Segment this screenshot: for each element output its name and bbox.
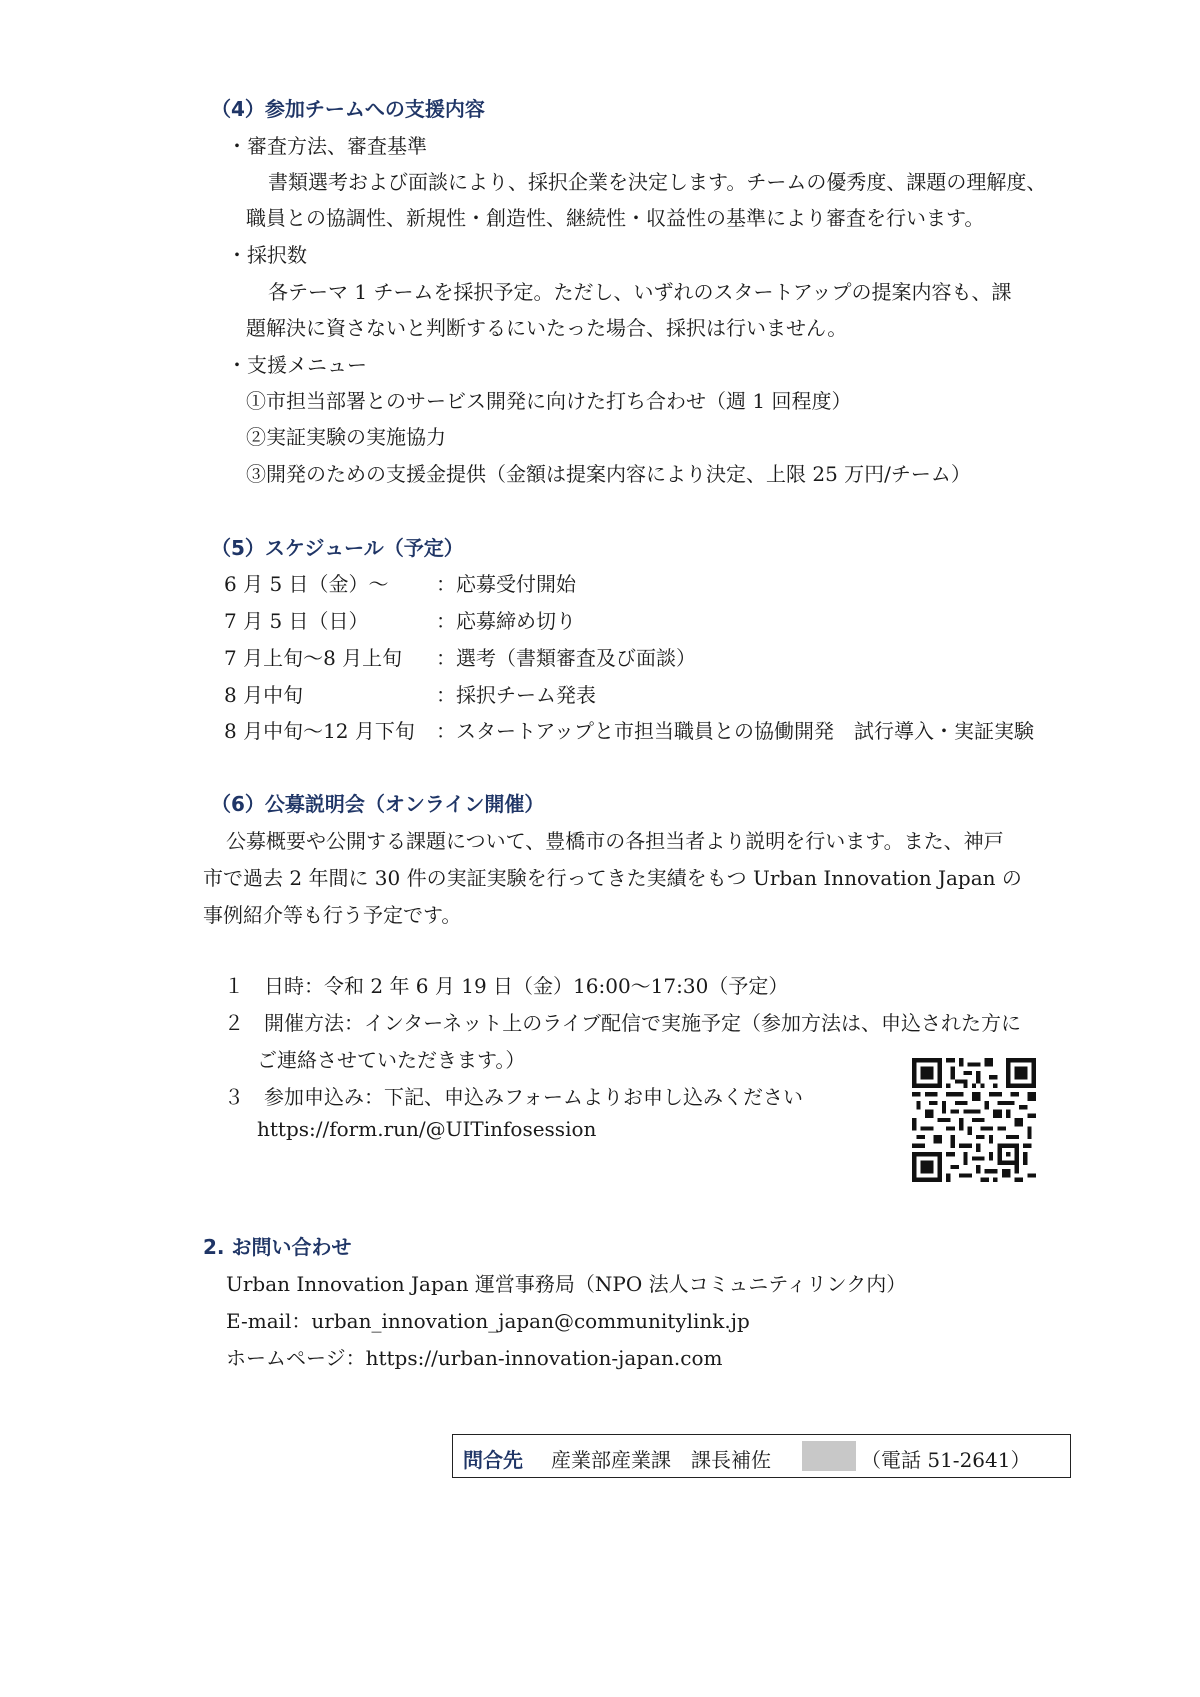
inquiry-box xyxy=(452,1434,1071,1478)
schedule-event: ：スタートアップと市担当職員との協働開発 試行導入・実証実験 xyxy=(436,719,1034,743)
briefing-method-line2: ご連絡させていただきます。） xyxy=(257,1048,526,1072)
section5-heading: （5）スケジュール（予定） xyxy=(211,536,464,560)
adoption-body-line1: 各テーマ 1 チームを採択予定。ただし、いずれのスタートアップの提案内容も、課 xyxy=(268,280,1012,304)
review-title: ・審査方法、審査基準 xyxy=(227,134,427,158)
menu-item: ②実証実験の実施協力 xyxy=(246,425,446,449)
briefing-method-line1: ２ 開催方法：インターネット上のライブ配信で実施予定（参加方法は、申込された方に xyxy=(224,1011,1021,1035)
inquiry-department: 産業部産業課 課長補佐 xyxy=(551,1448,771,1472)
section4-heading: （4）参加チームへの支援内容 xyxy=(211,97,485,121)
briefing-body-line1: 公募概要や公開する課題について、豊橋市の各担当者より説明を行います。また、神戸 xyxy=(226,829,1004,853)
review-body-line2: 職員との協調性、新規性・創造性、継続性・収益性の基準により審査を行います。 xyxy=(246,206,985,230)
menu-item: ①市担当部署とのサービス開発に向けた打ち合わせ（週 1 回程度） xyxy=(246,389,852,413)
schedule-date: 7 月 5 日（日） xyxy=(224,609,369,633)
schedule-event: ：応募締め切り xyxy=(436,609,576,633)
schedule-date: 8 月中旬 xyxy=(224,683,304,707)
schedule-date: 6 月 5 日（金）～ xyxy=(224,572,389,596)
schedule-date: 7 月上旬～8 月上旬 xyxy=(224,646,403,670)
adoption-title: ・採択数 xyxy=(227,243,307,267)
section6-heading: （6）公募説明会（オンライン開催） xyxy=(211,792,545,816)
qr-code-icon xyxy=(912,1058,1036,1182)
schedule-date: 8 月中旬～12 月下旬 xyxy=(224,719,415,743)
inquiry-phone: （電話 51-2641） xyxy=(861,1448,1031,1472)
briefing-apply: ３ 参加申込み：下記、申込みフォームよりお申し込みください xyxy=(224,1085,803,1109)
briefing-body-line3: 事例紹介等も行う予定です。 xyxy=(203,903,462,927)
contact-heading: 2. お問い合わせ xyxy=(203,1235,352,1259)
redacted-name xyxy=(802,1441,856,1471)
inquiry-label: 問合先 xyxy=(463,1448,523,1472)
schedule-event: ：採択チーム発表 xyxy=(436,683,596,707)
contact-homepage[interactable]: ホームページ：https://urban-innovation-japan.com xyxy=(226,1346,723,1370)
menu-title: ・支援メニュー xyxy=(227,353,367,377)
contact-email[interactable]: E-mail：urban_innovation_japan@communitylink.jp xyxy=(226,1309,750,1333)
schedule-event: ：応募受付開始 xyxy=(436,572,576,596)
application-form-link[interactable]: https://form.run/@UITinfosession xyxy=(257,1117,597,1141)
contact-org: Urban Innovation Japan 運営事務局（NPO 法人コミュニティリンク内） xyxy=(226,1272,907,1296)
adoption-body-line2: 題解決に資さないと判断するにいたった場合、採択は行いません。 xyxy=(246,316,848,340)
briefing-body-line2: 市で過去 2 年間に 30 件の実証実験を行ってきた実績をもつ Urban Innovation Japan の xyxy=(203,866,1022,890)
schedule-event: ：選考（書類審査及び面談） xyxy=(436,646,696,670)
review-body-line1: 書類選考および面談により、採択企業を決定します。チームの優秀度、課題の理解度、 xyxy=(268,170,1047,194)
menu-item: ③開発のための支援金提供（金額は提案内容により決定、上限 25 万円/チーム） xyxy=(246,462,971,486)
briefing-datetime: １ 日時：令和 2 年 6 月 19 日（金）16:00～17:30（予定） xyxy=(224,974,789,998)
